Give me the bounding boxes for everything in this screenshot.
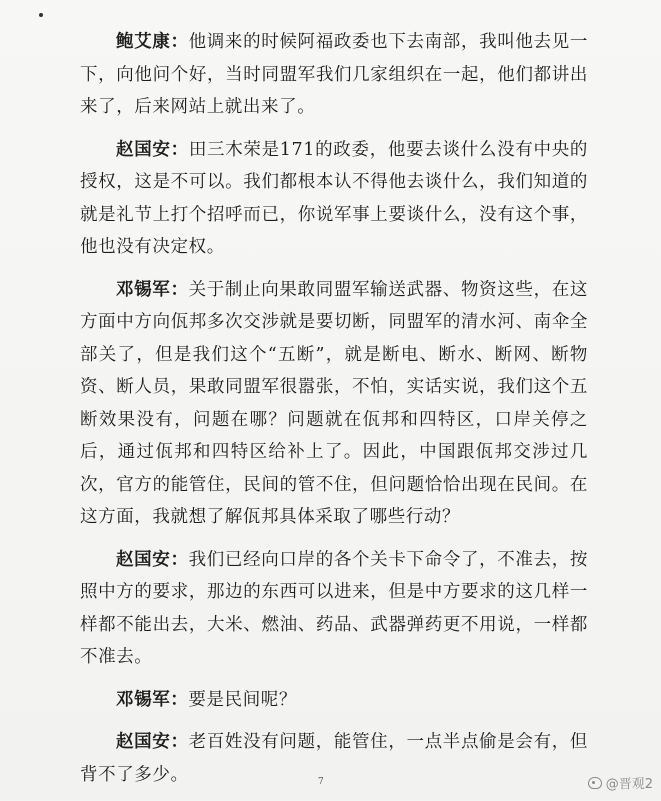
scan-mark <box>39 13 43 17</box>
dialogue-paragraph <box>80 544 588 674</box>
dialogue-text: 我们已经向口岸的各个关卡下命令了，不准去，按照中方的要求，那边的东西可以进来，但是中方要求的这几样一样都不能出去，大米、燃油、药品、武器弹药更不用说，一样都不准去。 <box>80 549 588 667</box>
speaker-name: 邓锡军： <box>116 689 189 710</box>
speaker-name: 鲍艾康： <box>116 32 189 52</box>
speaker-name: 赵国安： <box>116 549 189 570</box>
speaker-name: 邓锡军： <box>116 279 189 300</box>
transcript-body <box>80 26 588 801</box>
weibo-watermark <box>588 773 653 792</box>
dialogue-paragraph <box>80 726 588 791</box>
speaker-name: 赵国安： <box>116 139 189 160</box>
dialogue-paragraph <box>80 26 588 124</box>
weibo-icon <box>588 777 602 789</box>
dialogue-text: 老百姓没有问题，能管住，一点半点偷是会有，但背不了多少。 <box>80 732 588 785</box>
dialogue-text: 要是民间呢？ <box>188 689 298 710</box>
watermark-text: @晋观2 <box>605 777 653 792</box>
dialogue-paragraph <box>80 274 588 534</box>
dialogue-text: 田三木荣是171的政委，他要去谈什么没有中央的授权，这是不可以。我们都根本认不得他去谈什么，我们知道的就是礼节上打个招呼而已，你说军事上要谈什么，没有这个事，他也没有决定权。 <box>80 139 589 257</box>
dialogue-paragraph <box>80 684 588 717</box>
speaker-name: 赵国安： <box>116 732 189 752</box>
page-number: 7 <box>318 777 324 787</box>
dialogue-paragraph <box>80 134 588 264</box>
dialogue-text: 关于制止向果敢同盟军输送武器、物资这些，在这方面中方向佤邦多次交涉就是要切断，同盟军的清水河、南伞全部关了，但是我们这个“五断”，就是断电、断水、断网、断物资、断人员，果敢同盟军很嚣张，不怕，实话实说，我们这个五断效果没有，问题在哪？问题就在佤邦和四特区，口岸关停之后，通过佤邦和四特区给补上了。因此，中国跟佤邦交涉过几次，官方的能管住，民间的管不住，但问题恰恰出现在民间。在这方面，我就想了解佤邦具体采取了哪些行动？ <box>80 279 588 527</box>
dialogue-text: 他调来的时候阿福政委也下去南部，我叫他去见一下，向他问个好，当时同盟军我们几家组织在一起，他们都讲出来了，后来网站上就出来了。 <box>80 32 588 117</box>
